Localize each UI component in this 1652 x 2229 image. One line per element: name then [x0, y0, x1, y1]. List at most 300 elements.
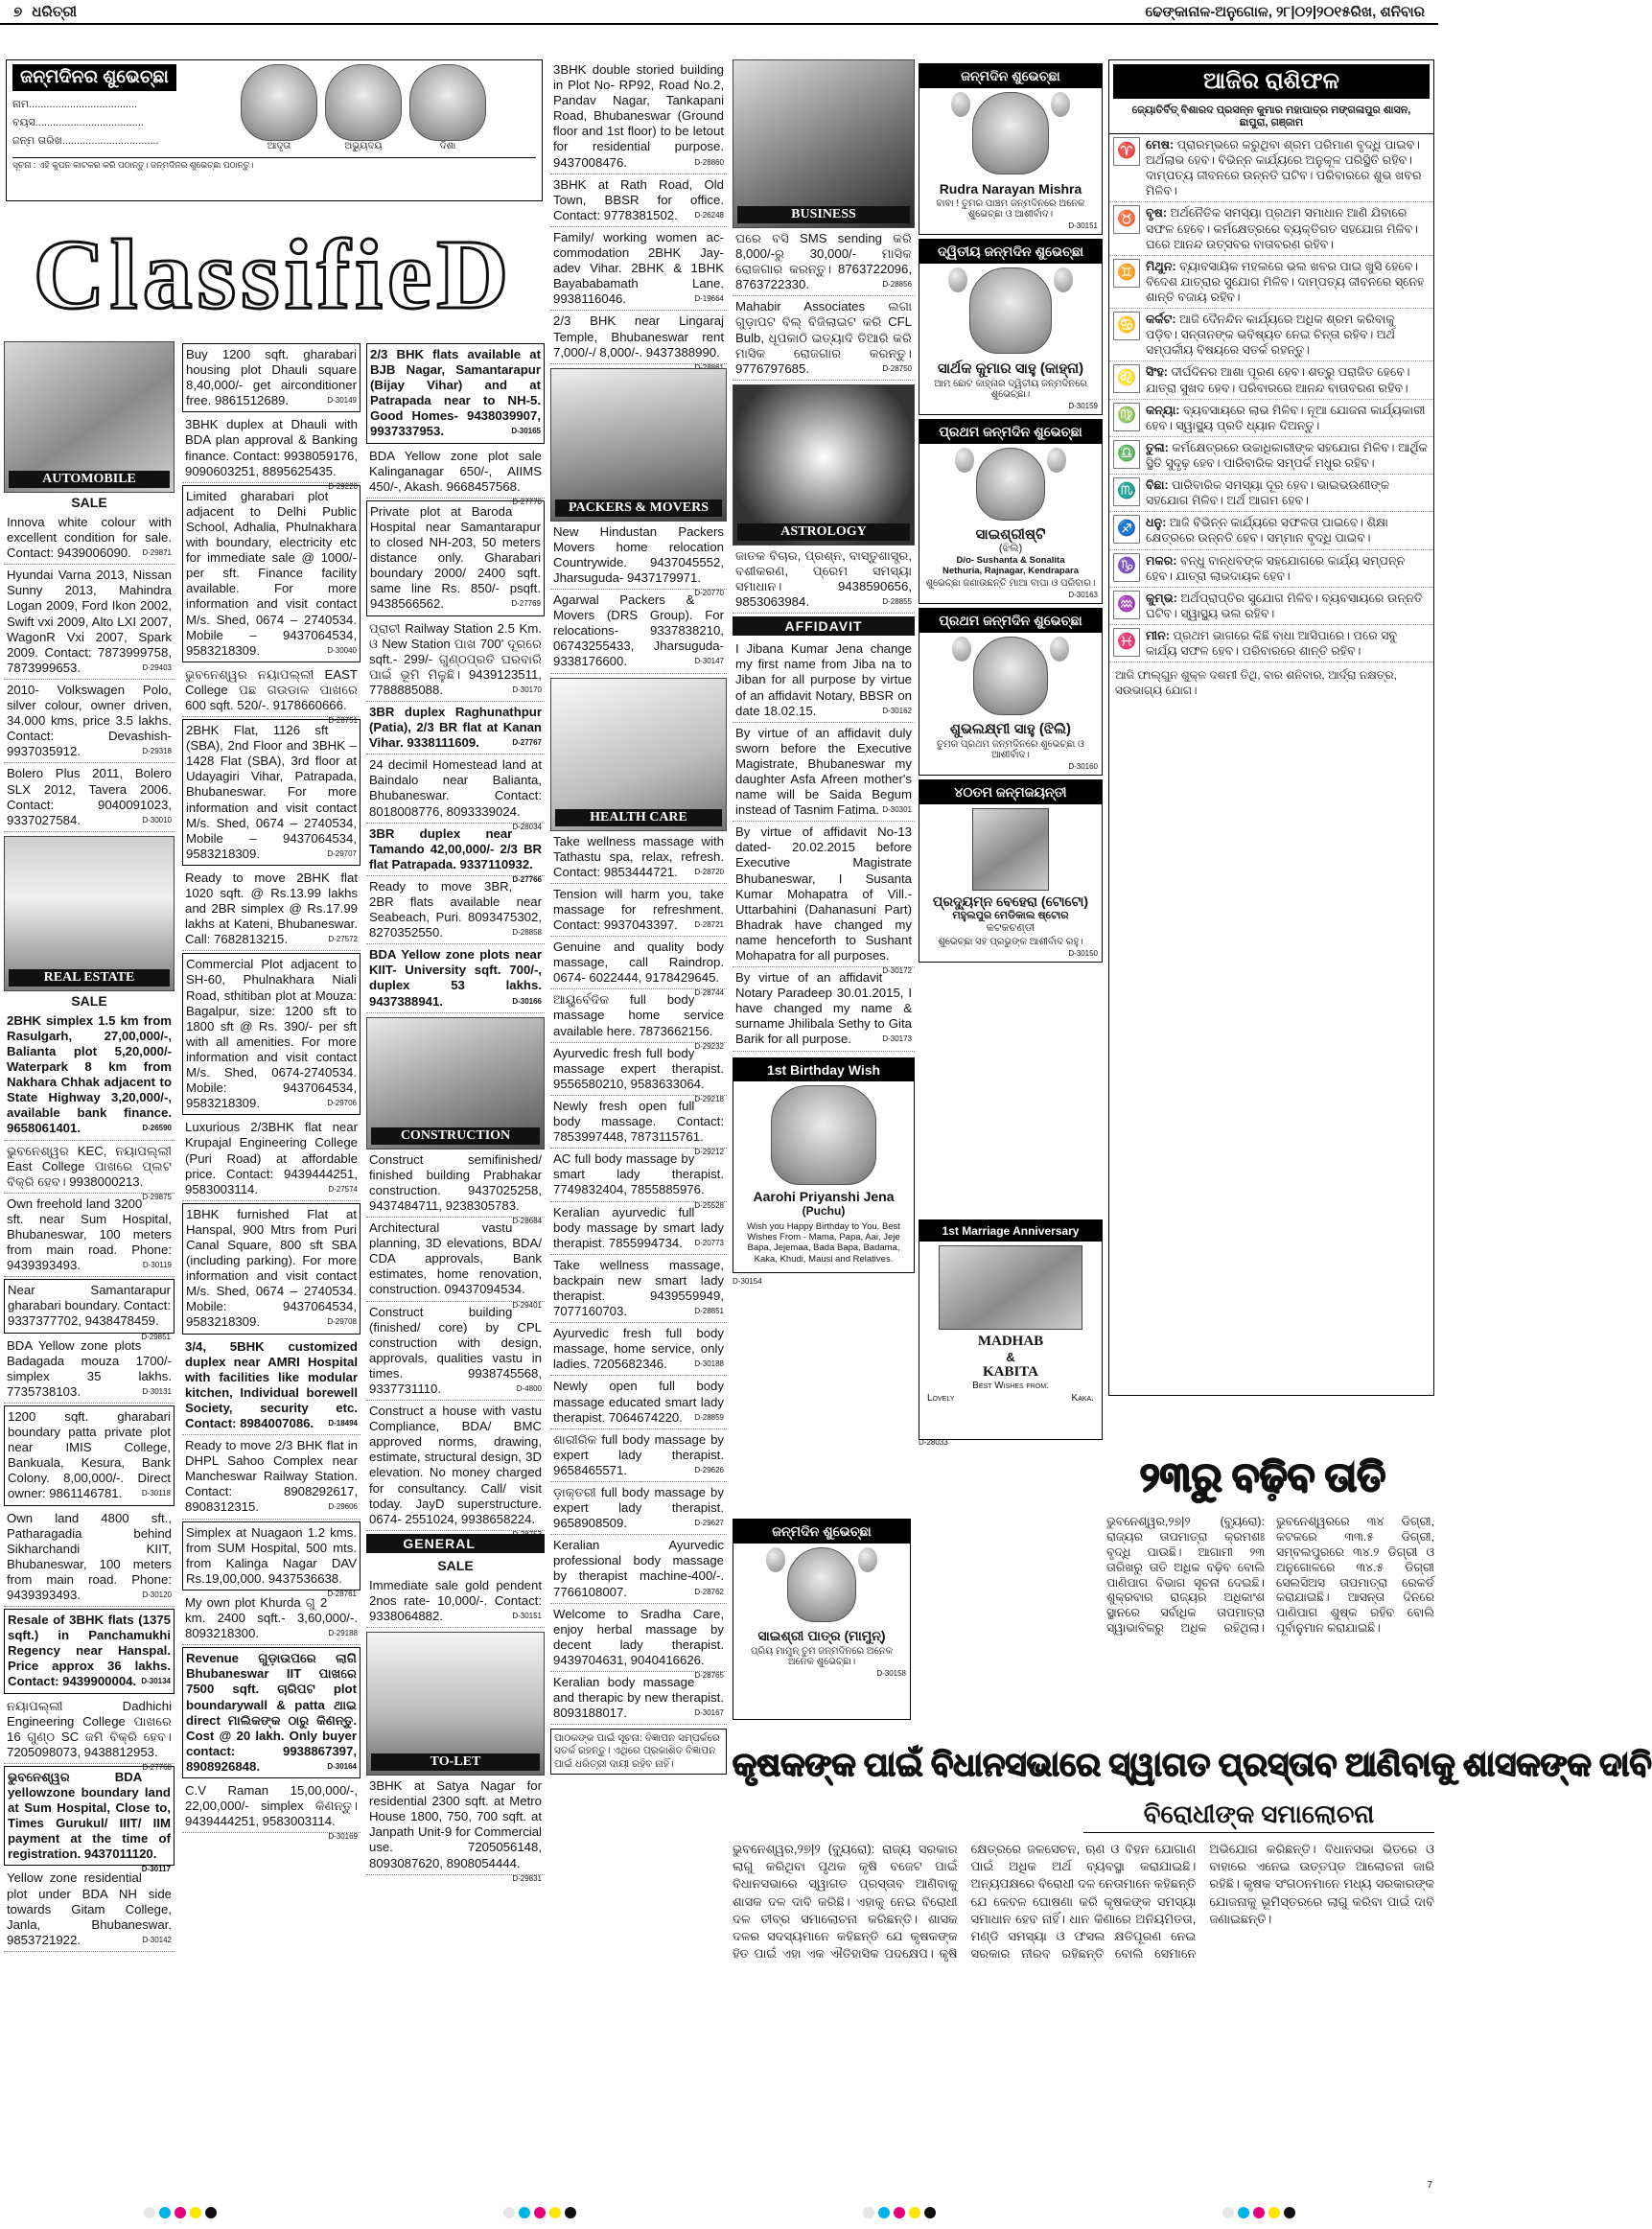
classified-ad — [4, 1508, 175, 1608]
birthday-coupon — [6, 59, 543, 201]
ad-code: D-27770 — [512, 497, 542, 506]
horoscope-byline: ଜ୍ୟୋତିର୍ବିତ୍ ବିଶାରଦ ପ୍ରସନ୍ନ କୁମାର ମହାପାତ୍ର ମଙ୍ଗଳାପୁର ଶାସନ, ଛାପୁରା, ଗଞ୍ଜାମ — [1109, 103, 1433, 134]
ad-code: D-29707 — [327, 848, 357, 858]
ad-code: D-28855 — [882, 597, 912, 607]
ad-code: D-30151 — [512, 1612, 542, 1620]
horoscope-item — [1109, 134, 1433, 202]
zodiac-name: କନ୍ୟା: — [1146, 403, 1180, 417]
ad-code: D-30151 — [1068, 221, 1098, 230]
horoscope-section — [1108, 59, 1434, 1396]
ad-code: D-20773 — [694, 1238, 724, 1247]
horoscope-item — [1109, 400, 1433, 437]
ad-text: Ayurvedic fresh full body massage expert therapist. 9556580210, 9583633064. — [553, 1045, 724, 1091]
ad-text: 2BHK simplex 1.5 km from Rasulgarh, 27,00,000/-, Balianta plot 5,20,000/- Waterpark 8 km from Nakhara Chhak adjacent to State Highway 3,20,000/-, available bank finance. 9658061401. — [7, 1012, 172, 1136]
coupon-field-name[interactable]: ନାମ..................................... — [12, 99, 138, 110]
zodiac-name: ତୁଳା: — [1146, 440, 1169, 454]
ad-code: D-29220 — [328, 481, 358, 491]
ad-text: Family/ working women ac- commodation 2BHK Jay- adev Vihar. 2BHK & 1BHK Bayababamath Lane. 9938116046. — [553, 229, 724, 307]
ad-code: D-30119 — [142, 1261, 172, 1270]
card-title: 1st Birthday Wish — [733, 1058, 914, 1081]
horoscope-text: ବ୍ୟାବସାୟିକ ମହଲରେ ଭଲ ଖବର ପାଇ ଖୁସି ହେବେ। ବିଦେଶ ଯାତ୍ରାର ସୁଯୋଗ ମିଳିବ। ଦାମ୍ପତ୍ୟ ଜୀବନରେ ସ୍ନେହ ଶାନ୍ତି ବଜାୟ ରହିବ। — [1146, 259, 1425, 304]
ad-code: D-29218 — [694, 1094, 724, 1103]
classified-ad — [182, 1336, 361, 1436]
ad-code: D-29403 — [142, 662, 172, 672]
section-label: ASTROLOGY — [737, 523, 910, 541]
classified-ad — [4, 1010, 175, 1141]
ad-text: 3BHK at Rath Road, Old Town, BBSR for office. Contact: 9778381502. — [553, 176, 724, 222]
birthday-card — [919, 419, 1103, 604]
ad-text: Revenue ଗୁଡ଼ାଉପରେ ଲାଗି Bhubaneswar IIT ପାଖରେ 7500 sqft. ଚାରିପଟ plot boundarywall & patta ଥାଇ direct ମାଲିକଙ୍କ ଠାରୁ କିଣନ୍ତୁ. Cost @ 20 lakh. Only buyer contact: 9938867397, 8908926848. — [186, 1651, 357, 1774]
ad-text: Limited gharabari plot adjacent to Delhi Public School, Adhalia, Phulnakhara with boundary, electricity etc for immediate sale @ 1000/- per sft. Finance facility available. For more information and visit contact M/s. Shed, 0674 – 2740534. Mobile – 9437064534, 9583218309. — [186, 488, 357, 658]
masthead — [0, 0, 1438, 25]
classified-ad — [366, 1302, 545, 1402]
ad-text: Newly open full body massage educated smart lady therapist. 7064674220. — [553, 1379, 724, 1425]
ad-text: Ready to move 2/3 BHK flat in DHPL Sahoo Complex near Mancheswar Railway Station. Contact: 8908292617, 8908312315. — [185, 1438, 358, 1515]
classified-ad — [366, 1149, 545, 1226]
ad-code: D-28721 — [694, 920, 724, 929]
classified-ad — [366, 702, 545, 755]
ad-code: D-28720 — [694, 867, 724, 876]
cmyk-marks — [1222, 2207, 1295, 2218]
classified-ad — [733, 723, 915, 823]
child-photo — [973, 637, 1048, 715]
ad-text: BDA Yellow zone plots Badagada mouza 1700/- simplex 35 lakhs. 7735738103. — [7, 1337, 172, 1399]
horoscope-text: ଆଜି ବିଭିନ୍ନ କାର୍ଯ୍ୟରେ ସଫଳତା ପାଇବେ। ଶିକ୍ଷା କ୍ଷେତ୍ରରେ ଉନ୍ନତି ହେବ। ସମ୍ମାନ ବୃଦ୍ଧି ପାଇବ। — [1146, 516, 1388, 546]
card-amp: & — [1006, 1350, 1015, 1364]
zodiac-name: ସିଂହ: — [1146, 365, 1168, 380]
child-photo — [409, 64, 486, 141]
zodiac-sign-icon: ♊ — [1113, 259, 1140, 288]
classified-ad — [733, 967, 915, 1051]
ad-code: D-30134 — [141, 1677, 171, 1686]
marriage-anniversary-card — [919, 1219, 1103, 1440]
classified-title: ClassifieD — [33, 220, 514, 330]
horoscope-text: ବ୍ୟବସାୟରେ ଲାଭ ମିଳିବ। ନୂଆ ଯୋଜନା କାର୍ଯ୍ୟକାରୀ ହେବ। ସ୍ୱାସ୍ଥ୍ୟ ପ୍ରତି ଧ୍ୟାନ ଦିଅନ୍ତୁ। — [1146, 403, 1426, 432]
anniversary-card — [919, 779, 1103, 963]
birthday-card — [919, 239, 1103, 415]
section-heading: AFFIDAVIT — [733, 616, 915, 636]
classified-ad — [733, 822, 915, 976]
child-photo — [976, 448, 1045, 521]
horoscope-text: ବନ୍ଧୁ ବାନ୍ଧବଙ୍କ ସହଯୋଗରେ କାର୍ଯ୍ୟ ସମ୍ପନ୍ନ ହେବ। ଯାତ୍ରା ଲାଭଦାୟକ ହେବ। — [1146, 553, 1406, 583]
ad-text: 3BHK duplex at Dhauli with BDA plan approval & Banking finance. Contact: 9938059176, 9090603251, 8895625435. — [185, 417, 358, 478]
classified-ad — [366, 446, 545, 506]
first-birthday-wish — [733, 1057, 915, 1274]
ad-code: D-29706 — [327, 1099, 357, 1108]
main-headline: କୃଷକଙ୍କ ପାଇଁ ବିଧାନସଭାରେ ସ୍ୱାଗତ ପ୍ରସ୍ତାବ ଆଣିବାକୁ ଶାସକଙ୍କ ଦାବି — [733, 1748, 1652, 1783]
section-heading: SALE — [71, 495, 107, 510]
card-title: ୪୦ତମ ଜନ୍ମଜୟନ୍ତୀ — [919, 780, 1102, 804]
classified-ad — [550, 831, 727, 884]
ad-code: D-30120 — [142, 1590, 172, 1599]
zodiac-sign-icon: ♍ — [1113, 403, 1140, 431]
zodiac-sign-icon: ♉ — [1113, 205, 1140, 234]
classified-ad — [4, 1696, 175, 1772]
ad-code: D-30150 — [1068, 949, 1098, 958]
ad-code: D-28761 — [327, 1589, 357, 1598]
classified-ad — [550, 311, 727, 363]
card-from: Best Wishes from: — [972, 1381, 1049, 1391]
classified-ad — [550, 884, 727, 937]
ad-text: I Jibana Kumar Jena change my first name from Jiba na to Jiban for all purpose by virtue of an affidavit Notary, BBSR on date 18.02.15. — [735, 641, 912, 718]
ad-code: D-29831 — [512, 1873, 542, 1883]
horoscope-entry — [1146, 591, 1430, 621]
ad-code: D-28753 — [512, 1529, 542, 1539]
classified-ad — [550, 59, 727, 174]
ad-code: D-29851 — [141, 1332, 171, 1341]
zodiac-sign-icon: ♈ — [1113, 137, 1140, 166]
zodiac-sign-icon: ♐ — [1113, 515, 1140, 544]
ad-code: D-28762 — [694, 1587, 724, 1596]
classified-ad — [366, 618, 545, 702]
classified-ad — [182, 719, 361, 866]
ad-text: Take wellness massage with Tathastu spa, relax, refresh. Contact: 9853444721. — [553, 833, 724, 879]
ad-code: D-30167 — [694, 1708, 724, 1718]
ad-code: D-4800 — [516, 1383, 542, 1393]
ad-text: BDA Yellow zone plot sale Kalinganagar 650/-, AIIMS 450/-, Akash. 9668457568. — [369, 448, 542, 494]
section-label: TO-LET — [371, 1753, 540, 1771]
ad-text: C.V Raman 15,00,000/-, 22,00,000/- simplex କିଣନ୍ତୁ। 9439444251, 9583003114. — [185, 1782, 358, 1829]
classified-ad — [550, 1429, 727, 1482]
ad-text: Ready to move 2BHK flat 1020 sqft. @ Rs.13.99 lakhs and 2BR simplex @ Rs.17.99 lakhs at Kateni, Bhubaneswar. Call: 7682813215. — [185, 870, 358, 947]
ad-code: D-30118 — [141, 1489, 171, 1498]
ad-text: Construct a house with vastu Compliance, BDA/ BMC approved norms, drawing, estimate, structural design, 3D elevation. No money charged for consultancy. Call/ visit today. JayD superstructure. 0674- 2551024, 9938658224. — [369, 1404, 542, 1526]
healthcare-photo — [550, 678, 727, 831]
cmyk-marks — [503, 2207, 576, 2218]
ad-text: 2/3 BHK flats available at BJB Nagar, Samantarapur (Bijay Vihar) and at Patrapada near to NH-5. Good Homes- 9438039907, 9937337953. — [370, 347, 541, 439]
section-label: AUTOMOBILE — [9, 471, 170, 488]
ad-text: ପ୍ରାଚୀ Railway Station 2.5 Km. ଓ New Station ପାଖ 700' ଦୂରରେ sqft.- 299/- ଗୁଣ୍ଠପ୍ରତି ଘରବାରି ପାଇଁ ଭୂମି ମିଳୁଛି। 9439123511, 7788885088. — [369, 620, 542, 697]
section-label: PACKERS & MOVERS — [555, 499, 722, 517]
classified-ad — [733, 639, 915, 722]
card-signature: Kaka. — [1071, 1393, 1094, 1404]
ad-text: Architectural vastu planning, 3D elevations, BDA/ CDA approvals, Bank estimates, home renovation, construction. 09437094534. — [369, 1220, 542, 1297]
ad-text: Yellow zone residential plot under BDA NH side towards Gitam College, Janla, Bhubaneswar. 9853721922. — [7, 1870, 172, 1947]
classified-ad — [182, 953, 361, 1115]
page-number: ୭ — [13, 3, 23, 20]
card-title: ପ୍ରଥମ ଜନ୍ମଦିନ ଶୁଭେଚ୍ଛା — [919, 420, 1102, 444]
horoscope-text: ଅର୍ଥପ୍ରାପ୍ତିର ସୁଯୋଗ ମିଳିବ। ବ୍ୟବସାୟରେ ଉନ୍ନତି ଘଟିବ। ସ୍ୱାସ୍ଥ୍ୟ ଭଲ ରହିବ। — [1146, 591, 1423, 620]
card-title: ପ୍ରଥମ ଜନ୍ମଦିନ ଶୁଭେଚ୍ଛା — [919, 609, 1102, 633]
heat-headline: ୨୩ରୁ ବଢ଼ିବ ତାତି — [1139, 1456, 1386, 1500]
ad-text: Tension will harm you, take massage for refreshment. Contact: 9937043397. — [553, 886, 724, 932]
ad-code: D-29627 — [694, 1519, 724, 1528]
ad-code: D-28750 — [882, 363, 912, 373]
ad-code: D-28751 — [328, 716, 358, 726]
child-photo — [241, 64, 317, 141]
card-parents: D/o- Sushanta & Sonalita — [956, 555, 1065, 566]
ad-code: D-30117 — [141, 1865, 171, 1874]
ad-text: 1BHK furnished Flat at Hanspal, 900 Mtrs from Puri Canal Square, 800 sft SBA (including parking). For more information and visit contact M/s. Shed, 0674 – 2740534. Mobile: 9437064534, 9583218309. — [186, 1206, 357, 1330]
section-label: HEALTH CARE — [555, 809, 722, 826]
horoscope-item — [1109, 475, 1433, 512]
card-place: Nethuria, Rajnagar, Kendrapara — [942, 566, 1080, 576]
ad-code: D-30172 — [882, 966, 912, 976]
balloon-icon — [858, 1547, 877, 1572]
classified-ad — [182, 343, 361, 412]
classified-ad — [550, 590, 727, 673]
balloon-icon — [1050, 637, 1069, 662]
ad-text: ନୟାପଲ୍ଲୀ Dadhichi Engineering College ପାଖରେ 16 ଗୁଣ୍ଠ SC ଜମି ବିକ୍ରି ହେବ। 7205098073, 9438812953. — [7, 1698, 172, 1759]
ad-code: D-27767 — [512, 738, 542, 748]
horoscope-item — [1109, 202, 1433, 255]
balloon-icon — [1054, 267, 1073, 292]
cmyk-marks — [144, 2207, 217, 2218]
ad-code: D-29875 — [142, 1192, 172, 1201]
zodiac-name: କର୍କଟ: — [1146, 313, 1176, 327]
ad-text: Welcome to Sradha Care, enjoy herbal massage by decent lady therapist. 9439704631, 9040416626. — [553, 1606, 724, 1667]
coupon-note: ସୂଚନା : ଏହି କୁପନ କାଟକର କରି ପଠାନ୍ତୁ। ଜନ୍ମଦିନର ଶୁଭେଚ୍ଛା ପଠାନ୍ତୁ। — [12, 157, 536, 171]
ad-code: D-30169 — [328, 1832, 358, 1842]
classified-ad — [550, 1535, 727, 1603]
coupon-title: ଜନ୍ମଦିନର ଶୁଭେଚ୍ଛା — [12, 64, 176, 91]
ad-code: D-30162 — [882, 706, 912, 715]
ad-code: D-30040 — [327, 645, 357, 655]
ad-text: 3BR duplex near Tamando 42,00,000/- 2/3 BR flat Patrapada. 9337110932. — [369, 825, 542, 871]
balloon-icon — [952, 637, 971, 662]
classified-ad — [4, 680, 175, 763]
ad-text: Ayurvedic fresh full body massage, home service, only ladies. 7205682346. — [553, 1326, 724, 1372]
classified-ad — [182, 664, 361, 726]
zodiac-name: ବିଛା: — [1146, 478, 1169, 493]
ad-text: ଭୁବନେଶ୍ୱର ନୟାପଲ୍ଲୀ EAST College ପଛ ଗଉଡାଳ ପାଖରେ 600 sqft. 520/-. 9178660666. — [185, 666, 358, 712]
card-wish: ଆମ ଛୋଟ କାହ୍ନାର ଦ୍ୱିତୀୟ ଜନ୍ମଦିନରେ ଶୁଭେଚ୍ଛା। — [934, 379, 1087, 400]
section-heading: SALE — [71, 992, 107, 1009]
zodiac-sign-icon: ♏ — [1113, 477, 1140, 506]
ad-text: Buy 1200 sqft. gharabari housing plot Dhauli square 8,40,000/- get airconditioner free. 9861512689. — [186, 347, 357, 408]
horoscope-text: ଅର୍ଥନୈତିକ ସମସ୍ୟା ପ୍ରଥମ ସମାଧାନ ଆଣି ଯିବାରେ ସଫଳ ହେବେ। କର୍ମକ୍ଷେତ୍ରରେ ବ୍ୟକ୍ତିଗତ ସହଯୋଗ ମିଳିବ। ଘରେ ଆନନ୍ଦ ଉତ୍ସବର ବାତାବରଣ ରହିବ। — [1146, 206, 1418, 251]
ad-code: D-20770 — [694, 589, 724, 598]
ad-code: D-29606 — [328, 1502, 358, 1512]
ad-text: Near Samantarapur gharabari boundary. Contact: 9337377702, 9438478459. — [8, 1283, 171, 1329]
horoscope-text: କର୍ମକ୍ଷେତ୍ରରେ ଉଚ୍ଚାଧିକାରୀଙ୍କ ସହଯୋଗ ମିଳିବ। ଆର୍ଥିକ ସ୍ଥିତି ସୁଦୃଢ଼ ହେବ। ପାରିବାରିକ ସମ୍ପର୍କ ମଧୁର ରହିବ। — [1146, 440, 1428, 470]
horoscope-entry — [1146, 440, 1430, 471]
ad-code: D-30010 — [142, 815, 172, 824]
ad-code: D-28859 — [694, 1412, 724, 1422]
ad-code: D-27766 — [512, 874, 542, 884]
classified-ad — [550, 1604, 727, 1681]
card-title: 1st Marriage Anniversary — [919, 1220, 1102, 1242]
couple-photo — [939, 1245, 1082, 1330]
ad-text: My own plot Khurda ଗୁ 2 km. 2400 sqft.- 3,60,000/-. 8093218300. — [185, 1594, 358, 1641]
ad-code: D-19664 — [694, 294, 724, 304]
main-story-body: ଭୁବନେଶ୍ୱର,୨୭|୨ (ବ୍ୟୁରୋ): ରାଜ୍ୟ ସରକାର ଲାଗୁ କରିଥିବା ପୃଥକ କୃଷି ବଜେଟ ପାଇଁ ବିଧାନସଭାରେ ସ୍ୱାଗତ ପ୍ରସ୍ତାବ ଆଣିବାକୁ ଶାସକ ଦଳ ଦାବି କରିଛି। ଏହାକୁ ନେଇ ବିରୋଧୀ ଦଳ ତୀବ୍ର ସମାଲୋଚନା କରିଛନ୍ତି। ଶାସକ ଦଳର ସଦସ୍ୟମାନେ କହିଛନ୍ତି ଯେ କୃଷକଙ୍କ ହିତ ପାଇଁ ଏହା ଏକ ଐତିହାସିକ ପଦକ୍ଷେପ। କୃଷି କ୍ଷେତ୍ରରେ ଜଳସେଚନ, ଋଣ ଓ ବିହନ ଯୋଗାଣ ପାଇଁ ଅଧିକ ଅର୍ଥ ବ୍ୟବସ୍ଥା କରାଯାଇଛି। ଅନ୍ୟପକ୍ଷରେ ବିରୋଧୀ ଦଳ ନେତାମାନେ କହିଛନ୍ତି ଯେ କେବଳ ଘୋଷଣା କରି କୃଷକଙ୍କ ସମସ୍ୟା ସମାଧାନ ହେବ ନାହିଁ। ଧାନ କିଣାରେ ଅନିୟମିତତା, ମଣ୍ଡି ସମସ୍ୟା ଓ ଫସଲ କ୍ଷତିପୂରଣ ନେଇ ସରକାର ନୀରବ ରହିଛନ୍ତି ବୋଲି ସେମାନେ ଅଭିଯୋଗ କରିଛନ୍ତି। ବିଧାନସଭା ଭିତରେ ଓ ବାହାରେ ଏନେଇ ଉତ୍ତପ୍ତ ଆଲୋଚନା ଜାରି ରହିଛି। କୃଷକ ସଂଗଠନମାନେ ମଧ୍ୟ ସରକାରଙ୍କ ଯୋଜନାକୁ ଭୂମିସ୍ତରରେ ଲାଗୁ କରିବା ପାଇଁ ଦାବି ଜଣାଇଛନ୍ତି। — [733, 1842, 1434, 1962]
zodiac-name: ମୀନ: — [1146, 628, 1171, 642]
coupon-field-dob[interactable]: ଜନ୍ମ ତାରିଖ................................. — [12, 135, 159, 147]
classified-ad — [550, 174, 727, 227]
ad-code: D-28684 — [512, 1217, 542, 1226]
ad-text: By virtue of an affidavit duly sworn before the Executive Magistrate, Bhubaneswar my daughter Asfa Afreen mother's name will be Saida Begum instead of Tasnim Fatima. — [735, 725, 912, 818]
automobile-photo — [4, 341, 175, 493]
horoscope-entry — [1146, 515, 1430, 546]
ad-code: D-30164 — [327, 1761, 357, 1771]
ad-text: Bolero Plus 2011, Bolero SLX 2012, Tavera 2006. Contact: 9040091023, 9337027584. — [7, 766, 172, 827]
zodiac-sign-icon: ♒ — [1113, 591, 1140, 619]
horoscope-text: ଆଜି ଦୈନନ୍ଦିନ କାର୍ଯ୍ୟରେ ଅଧିକ ଶ୍ରମ କରିବାକୁ ପଡ଼ିବ। ସନ୍ତାନଙ୍କ ଭବିଷ୍ୟତ ନେଇ ଚିନ୍ତା ରହିବ। ଅର୍ଥ ସମ୍ପର୍କୀୟ ବିଷୟରେ ସତର୍କ ରହନ୍ତୁ। — [1146, 313, 1396, 358]
balloon-icon — [766, 1547, 785, 1572]
classified-ad — [4, 1335, 175, 1404]
classified-ad — [4, 763, 175, 831]
ad-text: 1200 sqft. gharabari boundary patta private plot near IMIS College, Bankuala, Kesura, Bank Colony. 8,00,000/-. Direct owner: 9861146781. — [8, 1408, 171, 1501]
horoscope-entry — [1146, 205, 1430, 251]
zodiac-sign-icon: ♑ — [1113, 553, 1140, 582]
ad-text: 2/3 BHK near Lingaraj Temple, Bhubaneswar rent 7,000/-/ 8,000/-. 9437388990. — [553, 313, 724, 360]
zodiac-sign-icon: ♓ — [1113, 628, 1140, 657]
zodiac-name: ବୃଷ: — [1146, 206, 1168, 221]
ad-code: D-29871 — [142, 548, 172, 558]
realestate-photo — [4, 836, 175, 991]
classified-ad — [182, 414, 361, 491]
classified-ad — [366, 755, 545, 831]
horoscope-entry — [1146, 628, 1430, 659]
ad-code: D-29626 — [694, 1465, 724, 1474]
ad-code: D-28856 — [882, 280, 912, 290]
horoscope-entry — [1146, 403, 1430, 433]
ad-code: D-30188 — [694, 1359, 724, 1369]
balloon-icon — [948, 267, 967, 292]
card-title: ଦ୍ୱିତୀୟ ଜନ୍ମଦିନ ଶୁଭେଚ୍ଛା — [919, 240, 1102, 264]
coupon-field-age[interactable]: ବୟସ..................................... — [12, 117, 144, 128]
classified-ad — [550, 1255, 727, 1323]
birthday-card — [919, 63, 1103, 235]
classified-ad — [182, 1117, 361, 1200]
ad-text: Own land 4800 sft., Patharagadia behind Sikharchandi KIIT, Bhubaneswar, 100 meters from main road. Phone: 9439393493. — [7, 1510, 172, 1602]
ad-text: By virtue of an affidavit Notary Paradeep 30.01.2015, I have changed my name & surname Jhilibala Sethy to Gita Barik for all purpose. — [735, 970, 912, 1047]
classified-ad — [366, 500, 545, 616]
card-title: ଜନ୍ମଦିନ ଶୁଭେଚ୍ଛା — [733, 1520, 910, 1544]
ad-text: Private plot at Baroda Hospital near Samantarapur to closed NH-203, 50 meters distance only. Gharabari boundary 2000/ 2400 sqft. same line Rs. 850/- psqft. 9438566562. — [370, 503, 541, 612]
page-corner-number: 7 — [1427, 2180, 1432, 2191]
balloon-icon — [1047, 448, 1066, 473]
zodiac-name: ଧନୁ: — [1146, 516, 1167, 530]
heat-news-body: ଭୁବନେଶ୍ୱର,୨୭|୨ (ବ୍ୟୁରୋ): ରାଜ୍ୟର ତାପମାତ୍ରା କ୍ରମଶଃ ବୃଦ୍ଧି ପାଉଛି। ଆଗାମୀ ୨୩ ତାରିଖରୁ ତାତି ଅଧିକ ବଢ଼ିବ ବୋଲି ପାଣିପାଗ ବିଭାଗ ସୂଚନା ଦେଇଛି। ଶୁକ୍ରବାର ରାଜ୍ୟର ଅଧିକାଂଶ ସ୍ଥାନରେ ସର୍ବାଧିକ ତାପମାତ୍ରା ସ୍ୱାଭାବିକରୁ ଅଧିକ ରହିଥିଲା। ଭୁବନେଶ୍ୱରରେ ୩୪ ଡିଗ୍ରୀ, କଟକରେ ୩୩.୫ ଡିଗ୍ରୀ, ସମ୍ବଲପୁରରେ ୩୪.୨ ଡିଗ୍ରୀ ଓ ଅନୁଗୋଳରେ ୩୪.୫ ଡିଗ୍ରୀ ସେଲସିଅସ ତାପମାତ୍ରା ରେକର୍ଡ କରାଯାଇଛି। ଆସନ୍ତା ଦିନରେ ପାଣିପାଗ ଶୁଷ୍କ ରହିବ ବୋଲି ପୂର୍ବାନୁମାନ କରାଯାଇଛି। — [1106, 1515, 1434, 1636]
horoscope-entry — [1146, 137, 1430, 198]
card-wish: ବାବା ! ତୁମର ପାଞ୍ଚମ ଜନ୍ମଦିନରେ ଅନେକ ଶୁଭେଚ୍ଛା ଓ ଆଶୀର୍ବାଦ। — [936, 198, 1085, 220]
ad-text: Keralian body massage and therapic by new therapist. 8093188017. — [553, 1675, 724, 1721]
card-nickname: (Puchu) — [802, 1203, 846, 1218]
ad-code: D-29401 — [512, 1300, 542, 1310]
card-name: ସାଇଶ୍ରୀ ପାତ୍ର (ମାମୁନ୍) — [757, 1628, 886, 1643]
classified-ad — [4, 1405, 175, 1506]
ad-text: ଭୁବନେଶ୍ୱର KEC, ନୟାପଲ୍ଲୀ East College ପାଖରେ ପ୍ଲଟ ବିକ୍ରି ହେବ। 9938000213. — [7, 1143, 172, 1189]
horoscope-item — [1109, 437, 1433, 475]
ad-text: Own freehold land 3200 sft. near Sum Hospital, Bhubaneswar, 100 meters from main road. Phone: 9439393493. — [7, 1196, 172, 1273]
ad-code: D-18494 — [328, 1419, 358, 1428]
ad-text: ଡ଼ାକ୍ତରୀ full body massage by expert lady therapist. 9658908509. — [553, 1485, 724, 1531]
ad-text: Luxurious 2/3BHK flat near Krupajal Engineering College (Puri Road) at affordable price. Contact: 9439444251, 9583003114. — [185, 1120, 358, 1196]
classified-ad — [366, 1401, 545, 1539]
horoscope-text: ପାରିବାରିକ ସମସ୍ୟା ଦୂର ହେବ। ଭାଇଭଉଣୀଙ୍କ ସହଯୋଗ ମିଳିବ। ଅର୍ଥ ଆଗମ ହେବ। — [1146, 478, 1390, 508]
horoscope-item — [1109, 550, 1433, 588]
classified-column-3 — [366, 341, 545, 2191]
ad-text: ଆୟୁର୍ବେଦିକ full body massage home service available here. 7873662156. — [553, 992, 724, 1038]
ad-text: 3/4, 5BHK customized duplex near AMRI Hospital with facilities like modular kitchen, Individual borewell Society, security etc. Contact: 8984007086. — [185, 1338, 358, 1430]
ad-code: D-28034 — [512, 822, 542, 831]
ad-code: D-30149 — [327, 396, 357, 406]
ad-code: D-30159 — [1068, 402, 1098, 410]
ad-code: D-30131 — [142, 1386, 172, 1396]
classified-ad — [366, 343, 545, 444]
ad-text: Construct semifinished/ finished building Prabhakar construction. 9437025258, 9437484711, 9238305783. — [369, 1151, 542, 1213]
balloon-icon — [1051, 92, 1070, 117]
classified-ad — [4, 1766, 175, 1874]
ad-code: D-25528 — [694, 1200, 724, 1210]
balloon-icon — [951, 92, 970, 117]
classified-ad — [733, 296, 915, 380]
ad-code: D-30160 — [1068, 762, 1098, 771]
ad-code: D-29212 — [694, 1148, 724, 1157]
card-wish: ପ୍ରିୟ ମାମୁନ୍ ତୁମ ଜନ୍ମଦିନରେ ଅନେକ ଅନେକ ଶୁଭେଚ୍ଛା। — [751, 1646, 893, 1667]
ad-text: 24 decimil Homestead land at Baindalo near Balianta, Bhubaneswar. Contact: 8018008776, 8093339024. — [369, 757, 542, 819]
horoscope-entry — [1146, 477, 1430, 508]
horoscope-footnote: ଆଜି ଫାଲ୍ଗୁନ ଶୁକ୍ଳ ଦଶମୀ ତିଥି, ବାର ଶନିବାର, ଆର୍ଦ୍ରା ନକ୍ଷତ୍ର, ସଉଭାଗ୍ୟ ଯୋଗ। — [1115, 668, 1397, 697]
child-photo — [969, 267, 1052, 354]
ad-text: Construct building (finished/ core) by CPL construction with design, approvals, qualities vastu in times. 9938745568, 9337731110. — [369, 1304, 542, 1396]
zodiac-name: ମେଷ: — [1146, 138, 1175, 151]
ad-code: D-28765 — [694, 1671, 724, 1681]
photo-label: ଅଭ୍ୟୁଦୟ — [344, 141, 383, 151]
card-name: Aarohi Priyanshi Jena — [753, 1188, 895, 1204]
ad-code: D-30142 — [142, 1935, 172, 1944]
ad-code: D-30163 — [1068, 591, 1098, 599]
business-photo — [733, 59, 915, 228]
child-photo — [972, 92, 1049, 174]
disclaimer-note: ପାଠକଙ୍କ ପାଇଁ ସୂଚନା: ବିଜ୍ଞାପନ ସମ୍ପର୍କରେ ସତର୍କ ରହନ୍ତୁ। ଏଥିରେ ପ୍ରକାଶିତ ବିଜ୍ଞାପନ ପାଇଁ ଧରିତ୍ରୀ ଦାୟୀ ରହିବ ନାହିଁ। — [550, 1729, 727, 1774]
ad-text: Keralian ayurvedic full body massage by smart lady therapist. 7855994734. — [553, 1204, 724, 1250]
photo-label: ଆଦୃତା — [267, 141, 291, 151]
classified-ad — [550, 1376, 727, 1428]
baby-photo — [771, 1085, 876, 1185]
ad-code: D-28744 — [694, 988, 724, 998]
classified-ad — [182, 485, 361, 662]
ad-text: Genuine and quality body massage, call Raindrop. 0674- 6022444, 9178429645. — [553, 940, 724, 986]
ad-text: Commercial Plot adjacent to SH-60, Phulnakhara Niali Road, sthitiban plot at Mouza: Bagalpur, size: 1200 sft to 1800 sft @ Rs. 390/- per sft with all amenities. For more information and visit contact M/s. Shed, 0674-2740534. Mobile: 9437064534, 9583218309. — [186, 957, 357, 1111]
classified-ad — [182, 868, 361, 951]
classified-column-1 — [4, 341, 175, 2191]
classified-ad — [4, 512, 175, 565]
section-label: REAL ESTATE — [9, 969, 170, 987]
ad-code: D-29188 — [328, 1629, 358, 1638]
ad-text: Simplex at Nuagaon 1.2 kms. from SUM Hospital, 500 mts. from Kalinga Nagar DAV Rs.19,00,000. 9437536638. — [186, 1524, 357, 1586]
ad-code: D-30166 — [512, 996, 542, 1006]
ad-text: Take wellness massage, backpain new smart lady therapist. 9439559949, 7077160703. — [553, 1257, 724, 1319]
edition-date: ଢେଙ୍କାନାଳ-ଅନୁଗୋଳ, ୨୮|୦୨|୨୦୧୫ରିଖ, ଶନିବାର — [1145, 3, 1425, 20]
ad-code: D-27769 — [511, 599, 541, 609]
horoscope-text: ପ୍ରଥମ ଭାଗରେ କିଛି ବାଧା ଆସିପାରେ। ପରେ ସବୁ କାର୍ଯ୍ୟ ସଫଳ ହେବ। ପରିବାରରେ ଶାନ୍ତି ରହିବ। — [1146, 628, 1398, 659]
tolet-photo — [366, 1632, 545, 1776]
classified-ad — [366, 1218, 545, 1310]
classified-column-2 — [182, 341, 361, 2191]
horoscope-title: ଆଜିର ରାଶିଫଳ — [1113, 64, 1430, 99]
horoscope-text: ପ୍ରାରମ୍ଭରେ କରୁଥିବା ଶ୍ରମ ପରିମାଣ ବୃଦ୍ଧି ପାଇବ। ଅର୍ଥଲାଭ ହେବ। ବିଭିନ୍ନ କାର୍ଯ୍ୟରେ ଅନୁକୂଳ ପରିସ୍ଥିତି ରହିବ। ଦାମ୍ପତ୍ୟ ଜୀବନରେ ଉନ୍ନତି ଘଟିବ। ପରିବାରରେ ଶୁଭ ଖବର ମିଳିବ। — [1146, 138, 1422, 198]
print-registration-marks — [0, 2196, 1438, 2229]
horoscope-item — [1109, 256, 1433, 309]
classified-ad — [4, 1868, 175, 1951]
birthday-card — [733, 1519, 911, 1720]
ad-text: Agarwal Packers & Movers (DRS Group). For relocations- 9337838210, 06743255433, Jharsuguda-9338176600. — [553, 592, 724, 669]
zodiac-sign-icon: ♋ — [1113, 312, 1140, 340]
card-name: ସାର୍ଥକ କୁମାର ସାହୁ (କାହ୍ନା) — [937, 360, 1084, 377]
classified-ad — [4, 1141, 175, 1201]
classified-ad — [366, 1575, 545, 1628]
card-wish: ଶୁଭେଚ୍ଛା ସହ ପ୍ରଭୁଙ୍କ ଆଶୀର୍ବାଦ ରହୁ। — [938, 937, 1083, 947]
horoscope-item — [1109, 309, 1433, 361]
ad-text: AC full body massage by smart lady therapist. 7749832404, 7855885976. — [553, 1151, 724, 1197]
section-label: CONSTRUCTION — [371, 1127, 540, 1145]
ad-code: D-30154 — [733, 1277, 762, 1287]
ad-code: D-26590 — [142, 1124, 172, 1133]
ad-text: ଘରେ ବସି SMS sending କରି 8,000/-ରୁ 30,000/- ମାସିକ ରୋଜଗାର କରନ୍ତୁ। 8763722096, 8763722330. — [735, 231, 912, 292]
